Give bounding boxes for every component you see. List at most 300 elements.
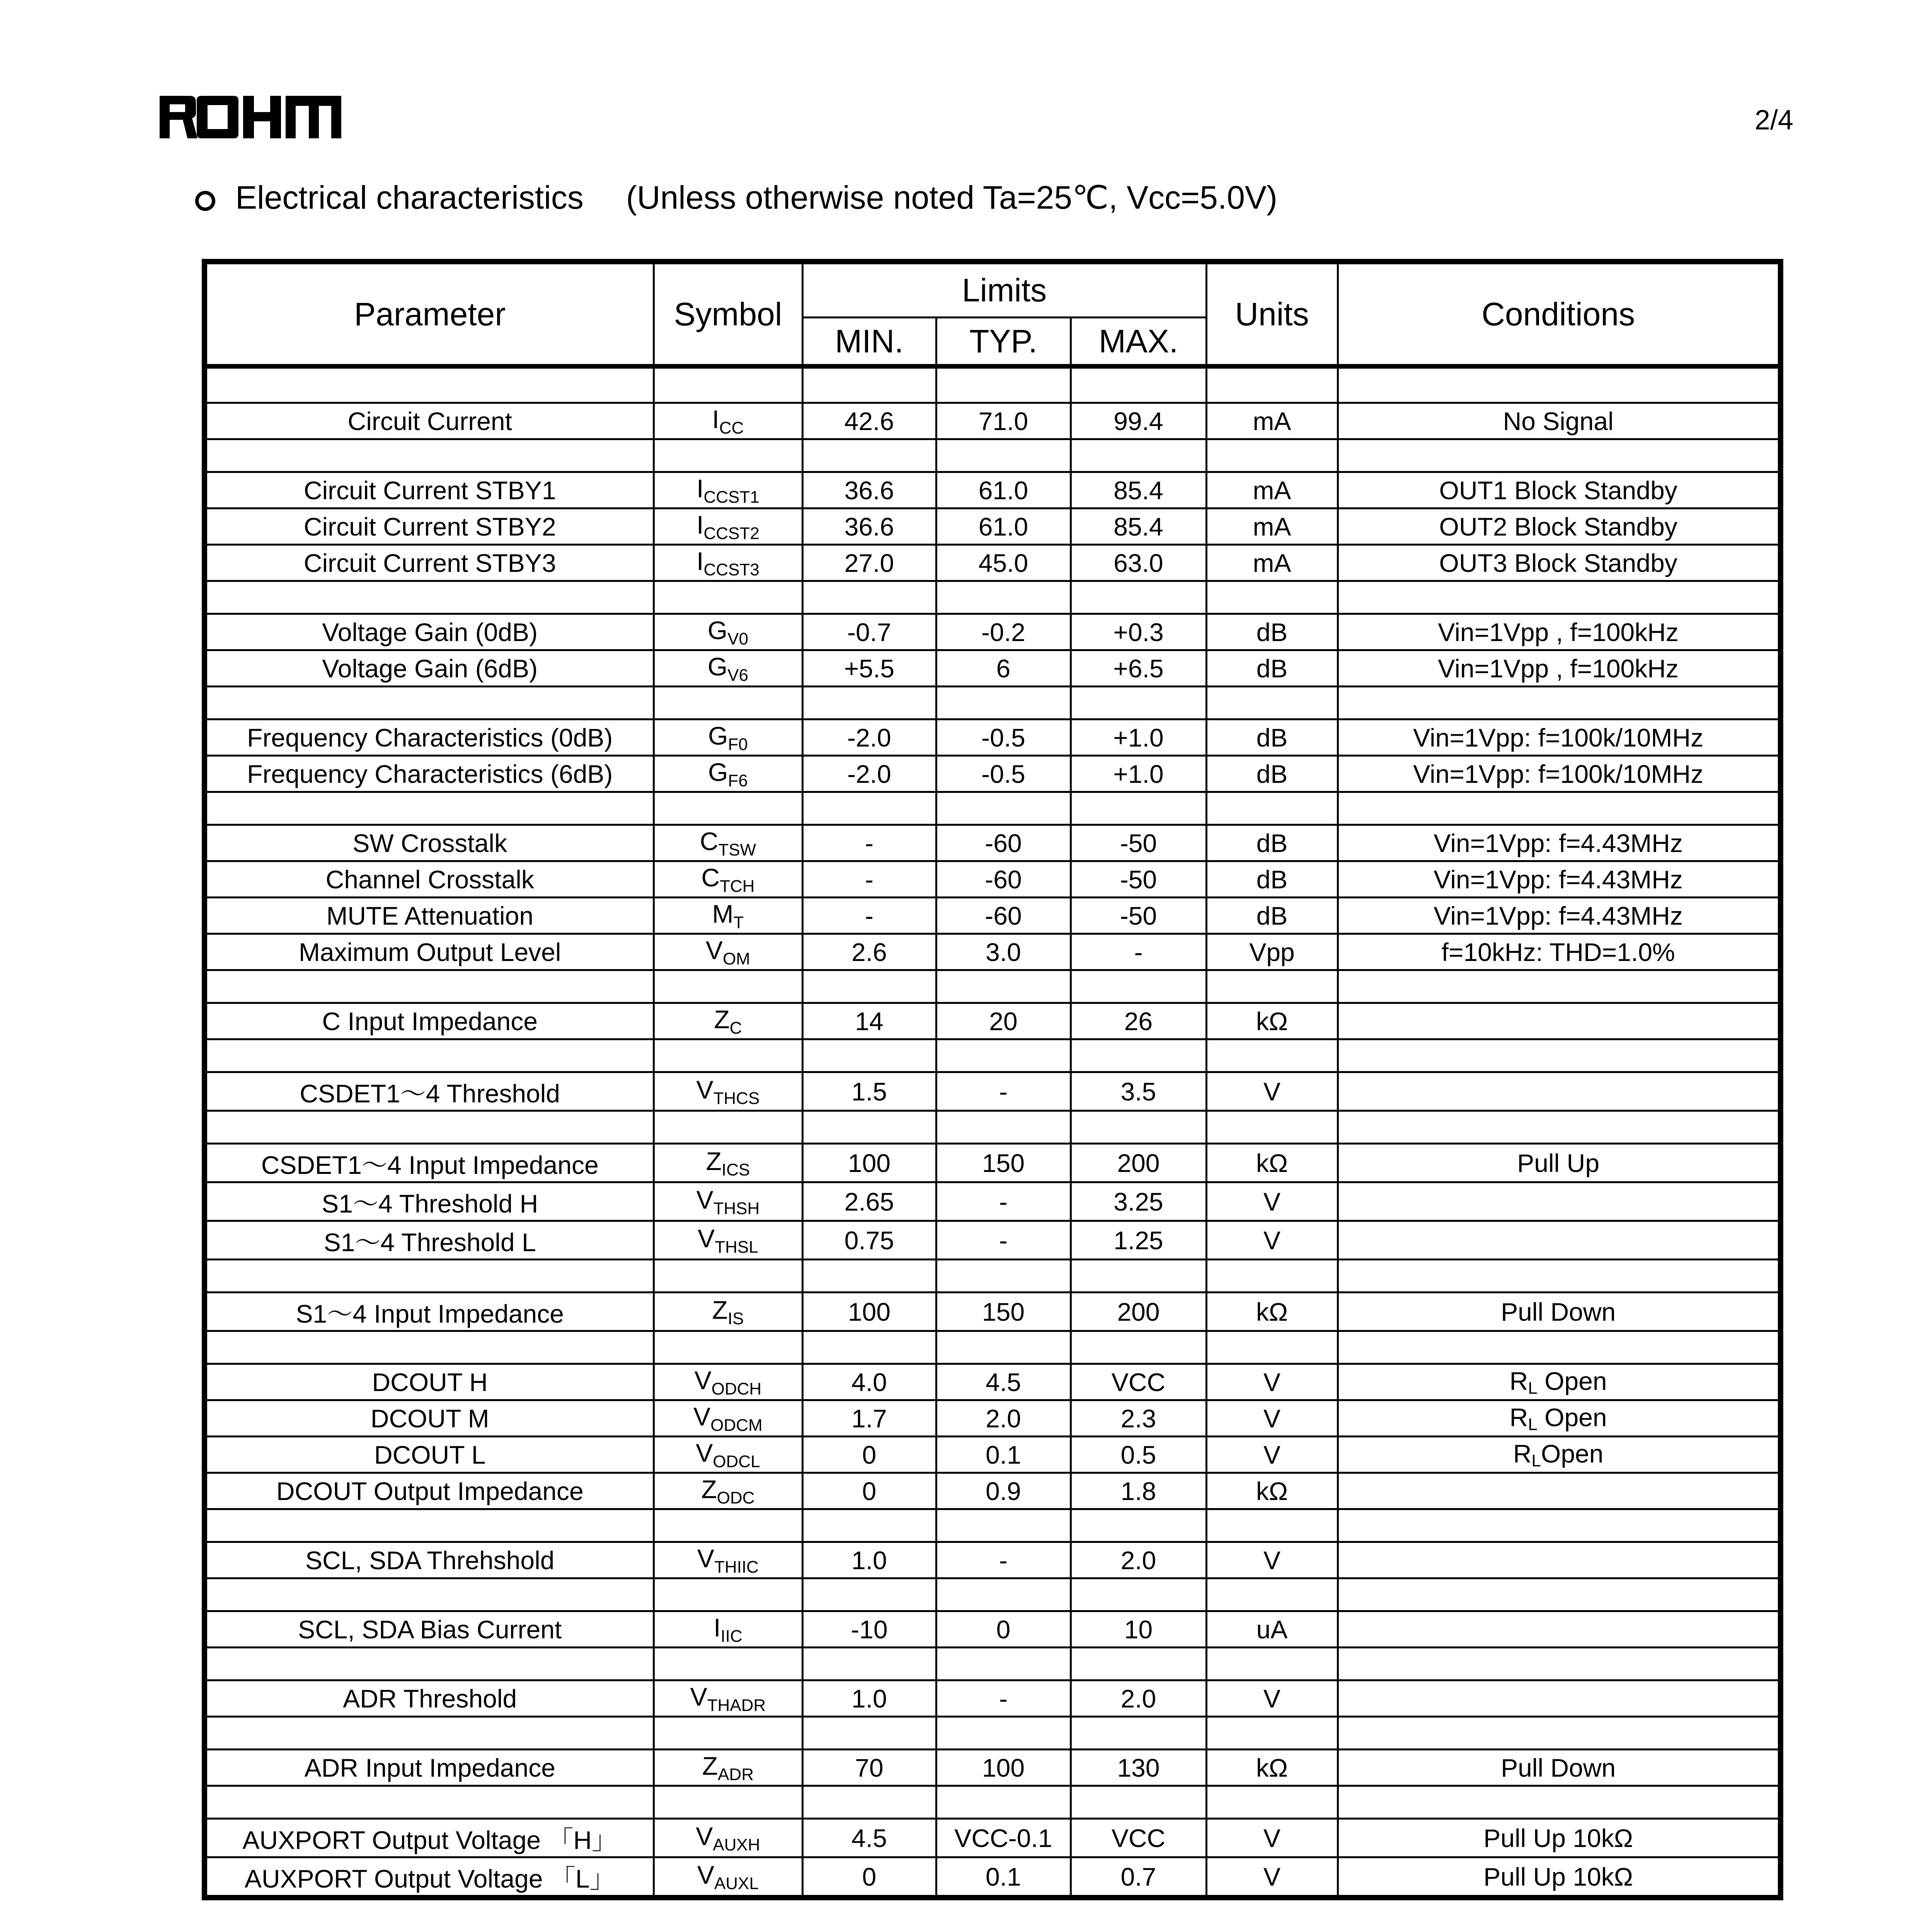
symbol-subscript: IS <box>727 1309 744 1328</box>
condition-text: R <box>1509 1403 1528 1432</box>
parameter-cell: MUTE Attenuation <box>204 898 654 934</box>
spacer-row <box>204 1509 1781 1542</box>
unit-cell: V <box>1206 1819 1338 1857</box>
spacer-cell <box>936 1039 1071 1072</box>
typ-cell: -0.5 <box>936 719 1071 756</box>
parameter-cell: Circuit Current STBY3 <box>204 545 654 581</box>
symbol-cell <box>654 825 802 861</box>
table-row <box>204 861 1781 898</box>
symbol-subscript: THADR <box>707 1696 766 1715</box>
max-cell: 130 <box>1071 1750 1206 1786</box>
max-cell: -50 <box>1071 861 1206 898</box>
unit-cell: dB <box>1206 825 1338 861</box>
table-row <box>204 1473 1781 1509</box>
circle-bullet-icon <box>195 191 215 211</box>
spacer-cell <box>1071 1786 1206 1819</box>
unit-cell: Vpp <box>1206 934 1338 970</box>
spacer-cell <box>936 1578 1071 1611</box>
typ-cell: 4.5 <box>936 1364 1071 1400</box>
symbol-subscript: THSL <box>715 1237 758 1257</box>
unit-cell: V <box>1206 1182 1338 1221</box>
min-cell: -2.0 <box>802 756 936 792</box>
typ-cell: 2.0 <box>936 1400 1071 1437</box>
typ-cell: 100 <box>936 1750 1071 1786</box>
conditions-cell: f=10kHz: THD=1.0% <box>1338 934 1781 970</box>
max-cell: 99.4 <box>1071 403 1206 439</box>
spacer-cell <box>204 1578 654 1611</box>
symbol-cell <box>654 1819 802 1857</box>
spacer-cell <box>802 439 936 472</box>
spacer-cell <box>204 970 654 1003</box>
table-row <box>204 756 1781 792</box>
spacer-cell <box>802 1509 936 1542</box>
max-cell: 85.4 <box>1071 509 1206 545</box>
parameter-cell: Voltage Gain (6dB) <box>204 650 654 687</box>
symbol-letter: V <box>696 1821 713 1850</box>
unit-cell: dB <box>1206 719 1338 756</box>
min-cell: 0 <box>802 1437 936 1473</box>
spacer-cell <box>1071 687 1206 719</box>
unit-cell: mA <box>1206 472 1338 509</box>
spacer-cell <box>802 1717 936 1750</box>
symbol-letter: V <box>697 1544 715 1573</box>
parameter-cell: Channel Crosstalk <box>204 861 654 898</box>
parameter-cell: DCOUT L <box>204 1437 654 1473</box>
spacer-cell <box>204 1786 654 1819</box>
symbol-letter: V <box>693 1402 711 1431</box>
symbol-cell <box>654 1221 802 1260</box>
max-cell: 200 <box>1071 1144 1206 1182</box>
spacer-cell <box>802 581 936 614</box>
conditions-cell: Vin=1Vpp: f=100k/10MHz <box>1338 719 1781 756</box>
symbol-cell <box>654 1680 802 1717</box>
rohm-logo <box>160 89 341 138</box>
unit-cell: dB <box>1206 650 1338 687</box>
symbol-letter: Z <box>712 1295 728 1324</box>
max-cell: - <box>1071 934 1206 970</box>
spacer-cell <box>936 1786 1071 1819</box>
spacer-cell <box>204 1260 654 1293</box>
spacer-cell <box>1206 1260 1338 1293</box>
spacer-cell <box>1071 1260 1206 1293</box>
symbol-letter: Z <box>714 1005 730 1034</box>
conditions-cell: Pull Up 10kΩ <box>1338 1857 1781 1898</box>
table-row <box>204 1293 1781 1331</box>
max-cell: 3.5 <box>1071 1072 1206 1111</box>
spacer-cell <box>1071 1111 1206 1144</box>
table-row <box>204 545 1781 581</box>
table-row <box>204 1542 1781 1578</box>
symbol-subscript: THCS <box>713 1088 760 1108</box>
spacer-cell <box>1206 366 1338 403</box>
table-row <box>204 614 1781 650</box>
spacer-cell <box>1071 1509 1206 1542</box>
max-cell: 85.4 <box>1071 472 1206 509</box>
spacer-cell <box>1071 581 1206 614</box>
symbol-cell <box>654 1542 802 1578</box>
unit-cell: kΩ <box>1206 1473 1338 1509</box>
symbol-subscript: CCST1 <box>703 487 759 507</box>
conditions-cell <box>1338 1437 1781 1473</box>
symbol-subscript: ODCL <box>713 1452 760 1471</box>
symbol-cell <box>654 719 802 756</box>
symbol-subscript: AUXL <box>714 1874 759 1893</box>
table-row <box>204 403 1781 439</box>
typ-cell: 0 <box>936 1611 1071 1648</box>
spacer-cell <box>654 1717 802 1750</box>
conditions-cell <box>1338 1364 1781 1400</box>
parameter-cell: Frequency Characteristics (0dB) <box>204 719 654 756</box>
spacer-cell <box>1338 1260 1781 1293</box>
section-title-text: Electrical characteristics <box>235 179 584 216</box>
spacer-cell <box>204 1648 654 1680</box>
symbol-cell <box>654 861 802 898</box>
spacer-cell <box>654 1260 802 1293</box>
max-cell: 0.5 <box>1071 1437 1206 1473</box>
spacer-cell <box>204 1509 654 1542</box>
spacer-cell <box>802 1578 936 1611</box>
table-row <box>204 1221 1781 1260</box>
symbol-letter: Z <box>706 1146 722 1175</box>
spacer-cell <box>1338 366 1781 403</box>
spacer-cell <box>802 1648 936 1680</box>
spacer-cell <box>1206 1331 1338 1364</box>
spacer-cell <box>204 1111 654 1144</box>
symbol-letter: I <box>696 546 704 575</box>
min-cell: 2.6 <box>802 934 936 970</box>
spacer-row <box>204 1717 1781 1750</box>
table-row <box>204 825 1781 861</box>
max-cell: 3.25 <box>1071 1182 1206 1221</box>
spacer-row <box>204 687 1781 719</box>
spacer-row <box>204 1786 1781 1819</box>
symbol-letter: Z <box>702 1751 718 1780</box>
header-conditions: Conditions <box>1338 262 1781 366</box>
typ-cell: 150 <box>936 1293 1071 1331</box>
spacer-cell <box>1338 1111 1781 1144</box>
parameter-cell: AUXPORT Output Voltage 「H」 <box>204 1819 654 1857</box>
unit-cell: dB <box>1206 898 1338 934</box>
unit-cell: V <box>1206 1400 1338 1437</box>
header-max: MAX. <box>1071 318 1206 367</box>
conditions-cell <box>1338 1680 1781 1717</box>
symbol-letter: V <box>696 1185 713 1214</box>
parameter-cell: SCL, SDA Bias Current <box>204 1611 654 1648</box>
electrical-characteristics-table <box>202 259 1783 1900</box>
conditions-cell: Pull Up <box>1338 1144 1781 1182</box>
typ-cell: 150 <box>936 1144 1071 1182</box>
spacer-cell <box>1071 1578 1206 1611</box>
conditions-cell <box>1338 1611 1781 1648</box>
symbol-letter: G <box>707 652 728 681</box>
unit-cell: kΩ <box>1206 1003 1338 1039</box>
spacer-row <box>204 1260 1781 1293</box>
spacer-cell <box>1206 1786 1338 1819</box>
min-cell: - <box>802 861 936 898</box>
spacer-cell <box>654 1331 802 1364</box>
header-min: MIN. <box>802 318 936 367</box>
symbol-letter: C <box>701 863 720 892</box>
max-cell: 26 <box>1071 1003 1206 1039</box>
conditions-cell <box>1338 1182 1781 1221</box>
spacer-cell <box>654 581 802 614</box>
spacer-cell <box>654 1648 802 1680</box>
symbol-subscript: ICS <box>721 1160 750 1179</box>
spacer-cell <box>1206 1039 1338 1072</box>
symbol-subscript: AUXH <box>713 1835 760 1854</box>
max-cell: +6.5 <box>1071 650 1206 687</box>
min-cell: 0.75 <box>802 1221 936 1260</box>
symbol-cell <box>654 1400 802 1437</box>
spacer-cell <box>1206 1648 1338 1680</box>
min-cell: -10 <box>802 1611 936 1648</box>
min-cell: 2.65 <box>802 1182 936 1221</box>
parameter-cell: DCOUT H <box>204 1364 654 1400</box>
min-cell: 1.0 <box>802 1542 936 1578</box>
parameter-cell: Voltage Gain (0dB) <box>204 614 654 650</box>
unit-cell: V <box>1206 1072 1338 1111</box>
symbol-letter: V <box>696 1438 713 1467</box>
symbol-cell <box>654 934 802 970</box>
min-cell: 4.0 <box>802 1364 936 1400</box>
parameter-cell: Frequency Characteristics (6dB) <box>204 756 654 792</box>
max-cell: +1.0 <box>1071 756 1206 792</box>
min-cell: - <box>802 898 936 934</box>
typ-cell: - <box>936 1182 1071 1221</box>
spacer-cell <box>936 1260 1071 1293</box>
max-cell: 200 <box>1071 1293 1206 1331</box>
table-row <box>204 1857 1781 1898</box>
max-cell: +0.3 <box>1071 614 1206 650</box>
spacer-cell <box>1206 1717 1338 1750</box>
spacer-cell <box>654 792 802 825</box>
typ-cell: 0.1 <box>936 1857 1071 1898</box>
typ-cell: - <box>936 1542 1071 1578</box>
parameter-cell: DCOUT M <box>204 1400 654 1437</box>
symbol-subscript: F0 <box>728 735 748 754</box>
unit-cell: V <box>1206 1680 1338 1717</box>
symbol-cell <box>654 650 802 687</box>
symbol-letter: I <box>696 510 704 539</box>
spacer-cell <box>1338 1717 1781 1750</box>
symbol-cell <box>654 1072 802 1111</box>
conditions-cell <box>1338 1003 1781 1039</box>
spacer-cell <box>1338 1648 1781 1680</box>
symbol-letter: G <box>708 757 728 786</box>
spacer-cell <box>204 1717 654 1750</box>
symbol-letter: I <box>696 474 704 503</box>
conditions-cell: Vin=1Vpp: f=100k/10MHz <box>1338 756 1781 792</box>
spacer-row <box>204 581 1781 614</box>
parameter-cell: S1～4 Threshold L <box>204 1221 654 1260</box>
condition-tail: Open <box>1541 1439 1604 1468</box>
symbol-cell <box>654 1003 802 1039</box>
header-limits: Limits <box>802 262 1206 318</box>
spacer-cell <box>1338 1509 1781 1542</box>
conditions-cell <box>1338 1400 1781 1437</box>
spacer-cell <box>204 439 654 472</box>
header-parameter: Parameter <box>204 262 654 366</box>
symbol-cell <box>654 1857 802 1898</box>
parameter-cell: CSDET1～4 Input Impedance <box>204 1144 654 1182</box>
typ-cell: - <box>936 1221 1071 1260</box>
unit-cell: dB <box>1206 614 1338 650</box>
typ-cell: VCC-0.1 <box>936 1819 1071 1857</box>
table-row <box>204 1680 1781 1717</box>
conditions-cell: OUT2 Block Standby <box>1338 509 1781 545</box>
symbol-letter: G <box>708 721 728 750</box>
unit-cell: V <box>1206 1857 1338 1898</box>
symbol-cell <box>654 756 802 792</box>
min-cell: -2.0 <box>802 719 936 756</box>
spacer-cell <box>802 687 936 719</box>
condition-subscript: L <box>1528 1378 1537 1398</box>
min-cell: 36.6 <box>802 509 936 545</box>
spacer-cell <box>1206 439 1338 472</box>
spacer-cell <box>1071 366 1206 403</box>
typ-cell: 6 <box>936 650 1071 687</box>
symbol-subscript: CCST3 <box>703 560 759 579</box>
spacer-cell <box>802 1039 936 1072</box>
table-row <box>204 1400 1781 1437</box>
typ-cell: 61.0 <box>936 509 1071 545</box>
symbol-letter: V <box>696 1075 713 1104</box>
condition-subscript: L <box>1528 1415 1537 1434</box>
typ-cell: -0.2 <box>936 614 1071 650</box>
symbol-cell <box>654 1182 802 1221</box>
min-cell: +5.5 <box>802 650 936 687</box>
min-cell: 0 <box>802 1473 936 1509</box>
spacer-cell <box>936 687 1071 719</box>
min-cell: - <box>802 825 936 861</box>
typ-cell: 61.0 <box>936 472 1071 509</box>
symbol-subscript: ODCH <box>711 1379 762 1398</box>
spacer-cell <box>936 970 1071 1003</box>
header-typ: TYP. <box>936 318 1071 367</box>
symbol-subscript: C <box>729 1018 742 1037</box>
min-cell: 42.6 <box>802 403 936 439</box>
spacer-cell <box>654 1111 802 1144</box>
max-cell: VCC <box>1071 1364 1206 1400</box>
unit-cell: mA <box>1206 545 1338 581</box>
conditions-cell <box>1338 1542 1781 1578</box>
unit-cell: V <box>1206 1542 1338 1578</box>
symbol-letter: C <box>700 827 718 855</box>
max-cell: VCC <box>1071 1819 1206 1857</box>
symbol-subscript: T <box>733 913 744 932</box>
symbol-cell <box>654 1364 802 1400</box>
spacer-cell <box>1071 1039 1206 1072</box>
condition-text: R <box>1509 1366 1528 1395</box>
min-cell: -0.7 <box>802 614 936 650</box>
condition-text: R <box>1513 1439 1532 1468</box>
symbol-cell <box>654 1293 802 1331</box>
spacer-row <box>204 1331 1781 1364</box>
parameter-cell: Maximum Output Level <box>204 934 654 970</box>
parameter-cell: S1～4 Threshold H <box>204 1182 654 1221</box>
spacer-row <box>204 1111 1781 1144</box>
spacer-row <box>204 792 1781 825</box>
spacer-cell <box>1206 1111 1338 1144</box>
typ-cell: 45.0 <box>936 545 1071 581</box>
spacer-cell <box>936 1111 1071 1144</box>
section-title <box>195 179 1277 216</box>
test-conditions-note: (Unless otherwise noted Ta=25℃, Vcc=5.0V) <box>626 179 1277 216</box>
symbol-letter: V <box>706 935 723 964</box>
symbol-letter: M <box>712 899 734 928</box>
spacer-cell <box>936 366 1071 403</box>
min-cell: 70 <box>802 1750 936 1786</box>
spacer-cell <box>1338 687 1781 719</box>
symbol-letter: V <box>690 1682 707 1711</box>
symbol-subscript: CCST2 <box>703 524 759 543</box>
symbol-subscript: IIC <box>720 1626 742 1646</box>
spacer-cell <box>1206 1578 1338 1611</box>
symbol-subscript: TCH <box>720 876 755 896</box>
spacer-cell <box>1338 1786 1781 1819</box>
max-cell: 63.0 <box>1071 545 1206 581</box>
spacer-row <box>204 1039 1781 1072</box>
table-row <box>204 719 1781 756</box>
spacer-cell <box>936 1648 1071 1680</box>
symbol-letter: I <box>712 405 719 434</box>
spacer-cell <box>802 1260 936 1293</box>
symbol-subscript: ODCM <box>710 1415 763 1435</box>
min-cell: 1.7 <box>802 1400 936 1437</box>
conditions-cell: OUT3 Block Standby <box>1338 545 1781 581</box>
spacer-cell <box>204 366 654 403</box>
typ-cell: -60 <box>936 898 1071 934</box>
min-cell: 100 <box>802 1144 936 1182</box>
condition-subscript: L <box>1531 1451 1541 1470</box>
spacer-cell <box>802 1786 936 1819</box>
typ-cell: 20 <box>936 1003 1071 1039</box>
symbol-cell <box>654 614 802 650</box>
spacer-cell <box>204 1039 654 1072</box>
spacer-cell <box>936 581 1071 614</box>
conditions-cell <box>1338 1221 1781 1260</box>
spacer-cell <box>204 687 654 719</box>
spacer-cell <box>802 366 936 403</box>
spacer-cell <box>802 792 936 825</box>
conditions-cell: Pull Up 10kΩ <box>1338 1819 1781 1857</box>
spacer-cell <box>654 439 802 472</box>
spacer-row <box>204 439 1781 472</box>
symbol-cell <box>654 1611 802 1648</box>
spacer-cell <box>1338 792 1781 825</box>
symbol-subscript: ADR <box>718 1765 754 1784</box>
unit-cell: dB <box>1206 861 1338 898</box>
spacer-cell <box>1338 1039 1781 1072</box>
table-row <box>204 1750 1781 1786</box>
min-cell: 36.6 <box>802 472 936 509</box>
typ-cell: 71.0 <box>936 403 1071 439</box>
symbol-cell <box>654 1473 802 1509</box>
unit-cell: kΩ <box>1206 1750 1338 1786</box>
parameter-cell: DCOUT Output Impedance <box>204 1473 654 1509</box>
parameter-cell: SW Crosstalk <box>204 825 654 861</box>
table-row <box>204 509 1781 545</box>
max-cell: 0.7 <box>1071 1857 1206 1898</box>
spacer-cell <box>1206 1509 1338 1542</box>
table-row <box>204 1364 1781 1400</box>
conditions-cell <box>1338 1473 1781 1509</box>
typ-cell: -60 <box>936 861 1071 898</box>
spacer-cell <box>936 792 1071 825</box>
symbol-subscript: THIIC <box>714 1557 759 1577</box>
symbol-letter: I <box>713 1613 721 1642</box>
spacer-cell <box>1338 581 1781 614</box>
